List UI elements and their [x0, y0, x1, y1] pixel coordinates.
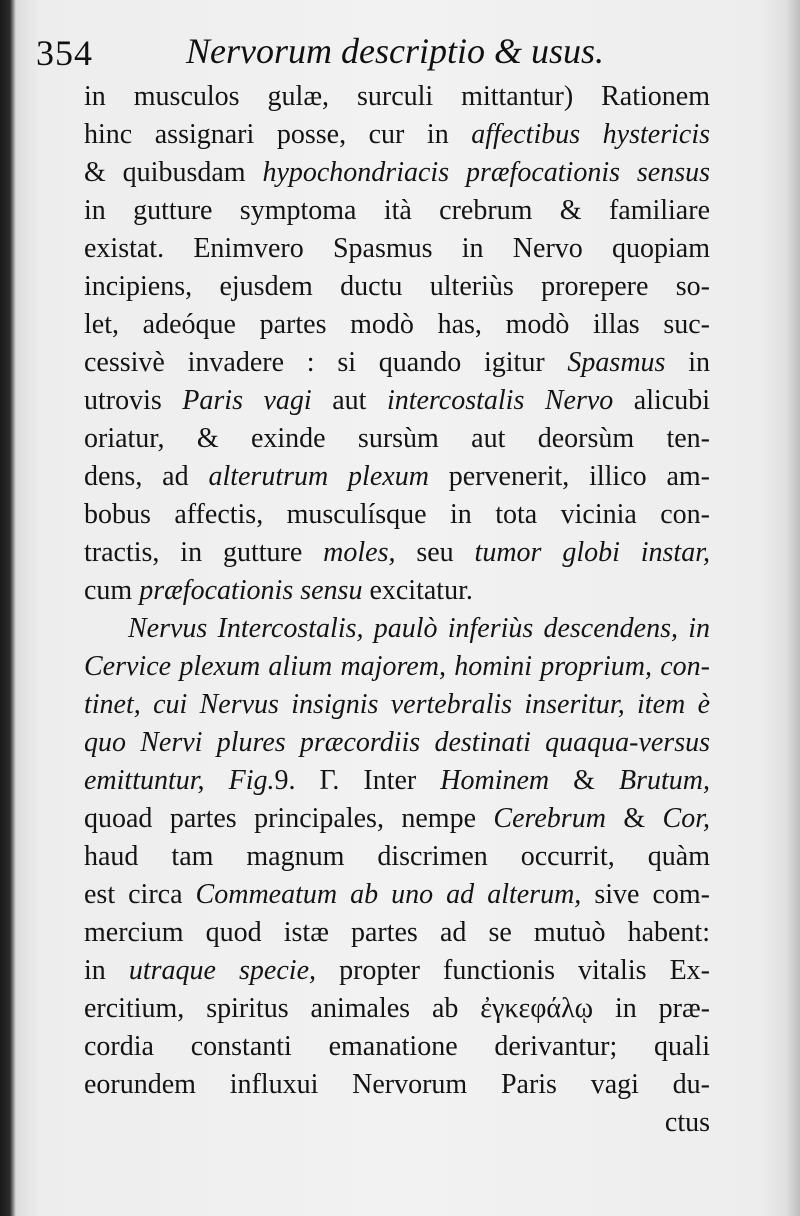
text-line — [84, 382, 710, 420]
text-run: Hominem — [440, 765, 550, 796]
text-run: in musculos gulæ, surculi mittantur) Rationem — [84, 81, 710, 112]
page-edge-shadow — [786, 0, 800, 1216]
text-line — [84, 952, 710, 990]
text-run: excitatur. — [362, 575, 473, 606]
text-run: quo Nervi plures præcordiis destinati quaqua-versus — [84, 727, 710, 758]
text-line — [84, 458, 710, 496]
page-header — [36, 30, 720, 80]
text-run: hypochondriacis præfocationis sensus — [262, 157, 710, 188]
text-run: affectibus hystericis — [471, 119, 710, 150]
text-run: Paris vagi — [182, 385, 312, 416]
text-line — [84, 306, 710, 344]
text-run: Commeatum ab uno ad alterum, — [195, 879, 582, 910]
text-run: est circa — [84, 879, 196, 910]
text-line — [84, 230, 710, 268]
text-run: in — [84, 955, 129, 986]
text-line — [84, 268, 710, 306]
text-run: oriatur, & exinde sursùm aut deorsùm ten- — [84, 423, 710, 454]
text-run: & — [605, 803, 663, 834]
text-line — [84, 1066, 710, 1104]
text-run: cum — [84, 575, 140, 606]
text-line — [84, 648, 710, 686]
text-run: Cerebrum — [493, 803, 606, 834]
text-run: Nervus Intercostalis, paulò inferiùs descendens, in — [128, 613, 710, 644]
text-run: dens, ad — [84, 461, 209, 492]
text-line — [84, 838, 710, 876]
text-run: Cervice plexum alium majorem, homini proprium, con- — [84, 651, 710, 682]
text-run: hinc assignari posse, cur in — [84, 119, 472, 150]
text-run: alterutrum plexum — [208, 461, 429, 492]
text-run: sive com- — [581, 879, 710, 910]
text-line — [84, 572, 710, 610]
text-run: haud tam magnum discrimen occurrit, quàm — [84, 841, 710, 872]
text-run: Cor, — [662, 803, 710, 834]
text-run: mercium quod istæ partes ad se mutuò habent: — [84, 917, 710, 948]
text-line — [84, 78, 710, 116]
running-head: Nervorum descriptio & usus. — [186, 31, 604, 71]
text-line — [84, 192, 710, 230]
text-run: tumor globi instar, — [474, 537, 710, 568]
text-run: cordia constanti emanatione derivantur; quali — [84, 1031, 710, 1062]
text-line — [84, 534, 710, 572]
text-run: in — [665, 347, 710, 378]
text-run: tinet, cui Nervus insignis vertebralis inseritur, item è — [84, 689, 710, 720]
text-line — [84, 420, 710, 458]
text-run: cessivè invadere : si quando igitur — [84, 347, 568, 378]
text-line — [84, 762, 710, 800]
text-line — [84, 496, 710, 534]
text-run: quoad partes principales, nempe — [84, 803, 494, 834]
text-run: ercitium, spiritus animales ab ἐγκεφάλῳ in præ- — [84, 993, 710, 1024]
text-run: Brutum, — [619, 765, 710, 796]
text-run: & quibusdam — [84, 157, 263, 188]
text-run: aut — [311, 385, 387, 416]
text-line — [84, 724, 710, 762]
catchword: ctus — [664, 1107, 710, 1138]
text-run: utrovis — [84, 385, 183, 416]
text-line — [84, 914, 710, 952]
text-run: propter functionis vitalis Ex- — [316, 955, 711, 986]
text-run: incipiens, ejusdem ductu ulteriùs prorepere so- — [84, 271, 710, 302]
text-line — [84, 610, 710, 648]
text-line — [84, 990, 710, 1028]
text-line — [84, 686, 710, 724]
text-run: existat. Enimvero Spasmus in Nervo quopiam — [84, 233, 710, 264]
text-run: pervenerit, illico am- — [428, 461, 710, 492]
text-run: in gutture symptoma ità crebrum & familiare — [84, 195, 710, 226]
text-run: 9. Γ. Inter — [274, 765, 441, 796]
text-line — [84, 344, 710, 382]
text-run: Spasmus — [567, 347, 666, 378]
paragraph — [84, 610, 710, 1104]
text-run: let, adeóque partes modò has, modò illas suc- — [84, 309, 710, 340]
page-number: 354 — [36, 33, 93, 73]
text-line — [84, 154, 710, 192]
text-run: emittuntur, Fig. — [84, 765, 275, 796]
text-run: utraque specie, — [128, 955, 316, 986]
text-run: alicubi — [613, 385, 710, 416]
text-run: seu — [395, 537, 475, 568]
text-line — [84, 116, 710, 154]
body-text — [84, 78, 710, 1142]
text-run: & — [549, 765, 619, 796]
text-line — [84, 800, 710, 838]
text-run: intercostalis Nervo — [386, 385, 614, 416]
text-run: præfocationis sensu — [139, 575, 363, 606]
text-run: tractis, in gutture — [84, 537, 324, 568]
text-run: moles, — [323, 537, 396, 568]
text-run: bobus affectis, musculísque in tota vicinia con- — [84, 499, 710, 530]
paragraph — [84, 78, 710, 610]
text-run: eorundem influxui Nervorum Paris vagi du- — [84, 1069, 710, 1100]
text-line — [84, 876, 710, 914]
text-line — [84, 1028, 710, 1066]
